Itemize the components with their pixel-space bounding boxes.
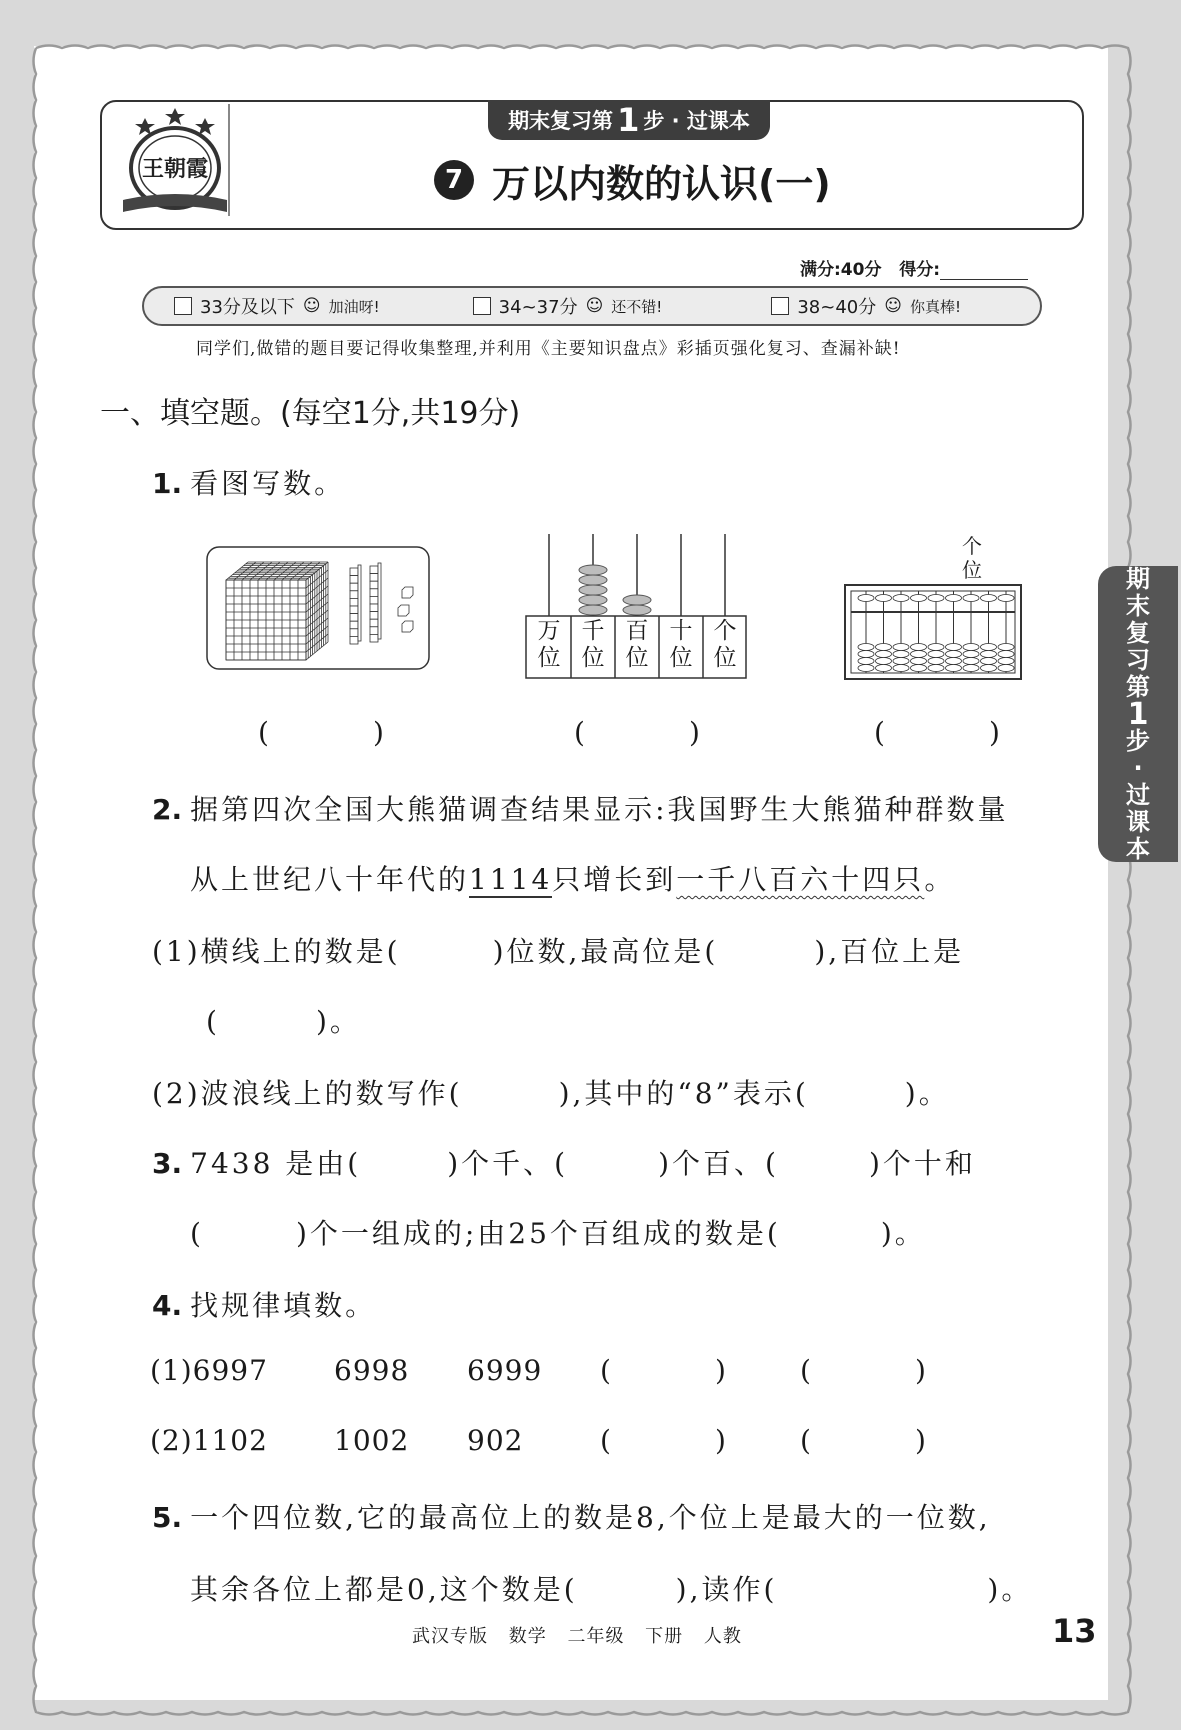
rating-item: 33分及以下 ☺ 加油呀! bbox=[144, 293, 443, 319]
score-blank[interactable] bbox=[940, 263, 1028, 280]
tab-suffix: 步 · 过课本 bbox=[643, 109, 750, 133]
place-label-shi: 十位 bbox=[669, 618, 693, 671]
answer-paren-4c[interactable]: ( ) bbox=[600, 1424, 726, 1457]
publisher-logo bbox=[115, 104, 235, 222]
question-1: 1. 看图写数。 bbox=[152, 467, 346, 500]
logo-text: 王朝霞 bbox=[141, 156, 209, 182]
chapter-number-badge: 7 bbox=[434, 160, 474, 200]
counter-bead bbox=[579, 595, 607, 605]
answer-paren-4a[interactable]: ( ) bbox=[600, 1354, 726, 1387]
question-4-row1: (1)6997 bbox=[150, 1354, 268, 1387]
rating-item: 34~37分 ☺ 还不错! bbox=[443, 293, 742, 319]
question-5-line2: 其余各位上都是0,这个数是( ),读作( )。 bbox=[190, 1573, 1033, 1606]
question-2-sub2: (2)波浪线上的数写作( ),其中的“8”表示( )。 bbox=[152, 1077, 950, 1110]
tab-step-number: 1 bbox=[617, 101, 640, 139]
rating-checkbox[interactable] bbox=[473, 297, 491, 315]
answer-paren-1a[interactable]: ( ) bbox=[258, 716, 384, 749]
place-label-ge: 个位 bbox=[713, 618, 737, 671]
underlined-number: 1114 bbox=[469, 863, 553, 896]
header-divider bbox=[228, 104, 230, 216]
question-3-line2: ( )个一组成的;由25个百组成的数是( )。 bbox=[190, 1217, 926, 1250]
full-score-label: 满分:40分 bbox=[800, 260, 882, 280]
place-label-wan: 万位 bbox=[537, 618, 561, 671]
abacus-figure bbox=[844, 584, 1022, 680]
counter-bead bbox=[579, 575, 607, 585]
got-score-label: 得分: bbox=[899, 260, 941, 280]
q4-r2-v2: 1002 bbox=[334, 1424, 410, 1457]
page-number: 13 bbox=[1052, 1612, 1097, 1650]
header-step-tab bbox=[488, 100, 770, 140]
rating-checkbox[interactable] bbox=[771, 297, 789, 315]
question-5: 5. 一个四位数,它的最高位上的数是8,个位上是最大的一位数, bbox=[152, 1501, 991, 1534]
question-2-sub1: (1)横线上的数是( )位数,最高位是( ),百位上是 bbox=[152, 935, 965, 968]
section-title: 一、填空题。(每空1分,共19分) bbox=[100, 396, 521, 431]
answer-paren-1b[interactable]: ( ) bbox=[574, 716, 700, 749]
counter-bead bbox=[623, 605, 651, 615]
question-2-line2: 从上世纪八十年代的1114只增长到一千八百六十四只。 bbox=[190, 863, 956, 896]
counter-bead bbox=[623, 595, 651, 605]
q4-r1-v2: 6998 bbox=[334, 1354, 410, 1387]
rating-bar bbox=[142, 286, 1042, 326]
base-ten-blocks-figure bbox=[206, 546, 430, 670]
q4-r2-v3: 902 bbox=[467, 1424, 524, 1457]
place-label-qian: 千位 bbox=[581, 618, 605, 671]
smile-icon: ☺ bbox=[884, 296, 902, 316]
answer-paren-4b[interactable]: ( ) bbox=[800, 1354, 926, 1387]
smile-icon: ☺ bbox=[302, 296, 321, 316]
rating-checkbox[interactable] bbox=[174, 297, 192, 315]
answer-paren-1c[interactable]: ( ) bbox=[874, 716, 1000, 749]
answer-paren-4d[interactable]: ( ) bbox=[800, 1424, 926, 1457]
chapter-title: 万以内数的认识(一) bbox=[492, 161, 831, 206]
counter-bead bbox=[579, 585, 607, 595]
question-4-row2: (2)1102 bbox=[150, 1424, 268, 1457]
counter-bead bbox=[579, 565, 607, 575]
question-4: 4. 找规律填数。 bbox=[152, 1289, 377, 1322]
place-label-bai: 百位 bbox=[625, 618, 649, 671]
question-3: 3. 7438 是由( )个千、( )个百、( )个十和 bbox=[152, 1147, 976, 1180]
counter-bead bbox=[579, 605, 607, 615]
rating-item: 38~40分 ☺ 你真棒! bbox=[741, 293, 1040, 319]
smile-icon: ☺ bbox=[585, 296, 604, 316]
abacus-ones-label: 个位 bbox=[962, 534, 982, 582]
wavy-underlined-text: 一千八百六十四只 bbox=[676, 863, 925, 896]
question-2-sub1-cont: ( )。 bbox=[206, 1005, 361, 1038]
chapter-heading bbox=[434, 152, 831, 208]
question-2: 2. 据第四次全国大熊猫调查结果显示:我国野生大熊猫种群数量 bbox=[152, 793, 1009, 826]
side-step-tab: 期 末 复 习 第 1 步 · 过 课 本 bbox=[1098, 566, 1178, 862]
footer-text: 武汉专版 数学 二年级 下册 人教 bbox=[412, 1626, 742, 1647]
q4-r1-v3: 6999 bbox=[467, 1354, 543, 1387]
tip-text: 同学们,做错的题目要记得收集整理,并利用《主要知识盘点》彩插页强化复习、查漏补缺! bbox=[196, 339, 901, 359]
tab-prefix: 期末复习第 bbox=[508, 109, 614, 133]
score-line bbox=[800, 255, 1028, 280]
